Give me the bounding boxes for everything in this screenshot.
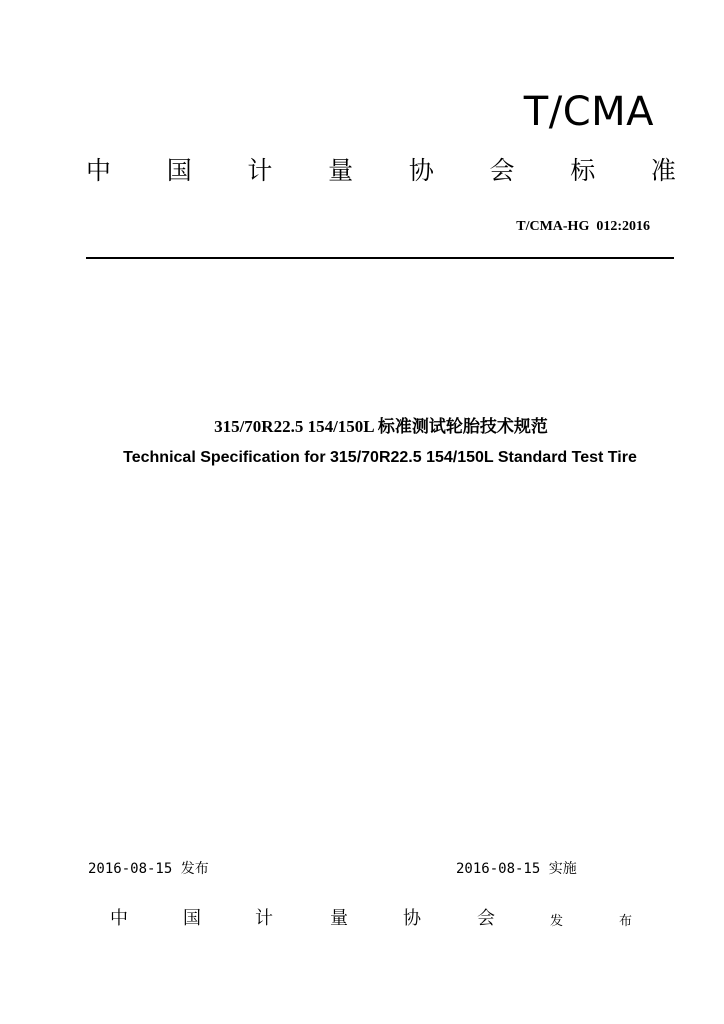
issuer-char: 计 xyxy=(255,908,273,929)
org-char: 会 xyxy=(489,156,515,185)
org-char: 协 xyxy=(408,156,434,185)
issuer-char: 协 xyxy=(403,908,421,929)
issuer-line xyxy=(0,910,724,934)
title-chinese: 315/70R22.5 154/150L 标准测试轮胎技术规范 xyxy=(214,417,548,436)
organization-standard-title xyxy=(86,158,676,183)
document-number: T/CMA-HG 012:2016 xyxy=(516,219,650,234)
org-char: 国 xyxy=(166,156,192,185)
org-char: 中 xyxy=(86,156,112,185)
issuer-char: 会 xyxy=(477,908,495,929)
org-char: 标 xyxy=(570,156,596,185)
org-char: 准 xyxy=(650,156,676,185)
publish-date: 2016-08-15 发布 xyxy=(88,861,209,877)
implementation-date: 2016-08-15 实施 xyxy=(456,861,577,877)
title-english: Technical Specification for 315/70R22.5 154/150L Standard Test Tire xyxy=(123,449,637,466)
header-divider xyxy=(86,257,674,259)
issuer-char: 国 xyxy=(183,908,201,929)
issuer-char: 量 xyxy=(330,908,348,929)
issuer-char: 发 xyxy=(550,914,564,929)
issuer-char: 中 xyxy=(110,908,128,929)
issuer-char: 布 xyxy=(619,914,633,929)
standard-code: T/CMA xyxy=(523,89,654,135)
org-char: 量 xyxy=(328,156,354,185)
org-char: 计 xyxy=(247,156,273,185)
